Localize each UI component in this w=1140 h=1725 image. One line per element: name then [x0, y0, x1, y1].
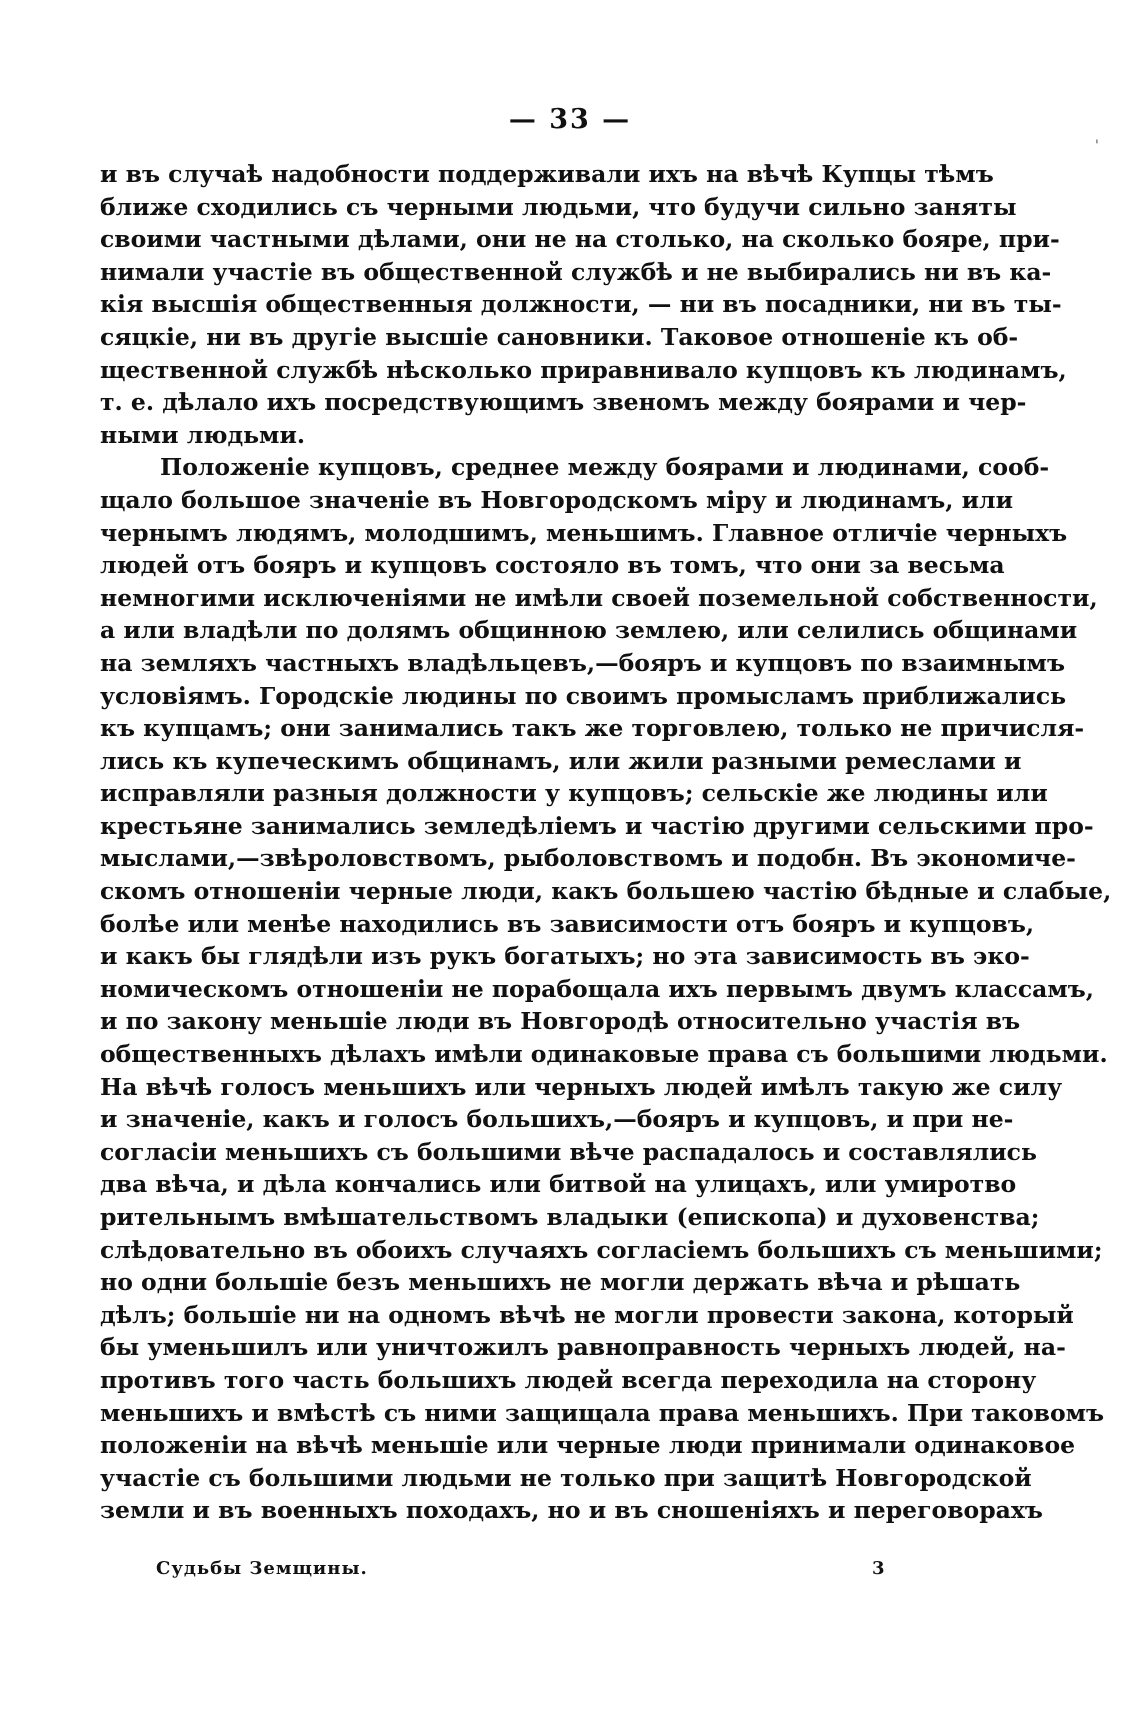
text-line: лись къ купеческимъ общинамъ, или жили разными ремеслами и [100, 746, 1022, 775]
sheet-number: 3 [872, 1558, 885, 1579]
text-line: противъ того часть большихъ людей всегда переходила на сторону [100, 1365, 1037, 1394]
text-line: своими частными дѣлами, они не на столько, на сколько бояре, при- [100, 225, 1060, 254]
text-line: земли и въ военныхъ походахъ, но и въ сношеніяхъ и переговорахъ [100, 1496, 1043, 1525]
text-line: ближе сходились съ черными людьми, что будучи сильно заняты [100, 192, 1017, 221]
text-line: Положеніе купцовъ, среднее между боярами и людинами, сооб- [160, 453, 1050, 482]
text-line: меньшихъ и вмѣстѣ съ ними защищала права меньшихъ. При таковомъ [100, 1398, 1105, 1427]
paragraph [100, 451, 1112, 1527]
text-line: рительнымъ вмѣшательствомъ владыки (епископа) и духовенства; [100, 1203, 1040, 1231]
text-line: т. е. дѣлало ихъ посредствующимъ звеномъ между боярами и чер- [100, 388, 1027, 417]
text-line: и значеніе, какъ и голосъ большихъ,—бояръ и купцовъ, и при не- [100, 1105, 1014, 1134]
text-line: на земляхъ частныхъ владѣльцевъ,—бояръ и купцовъ по взаимнымъ [100, 648, 1065, 677]
text-line: и какъ бы глядѣли изъ рукъ богатыхъ; но эта зависимость въ эко- [100, 942, 1030, 971]
text-line: бы уменьшилъ или уничтожилъ равноправность черныхъ людей, на- [100, 1333, 1066, 1362]
paragraph [100, 158, 1067, 451]
text-line: номическомъ отношеніи не порабощала ихъ первымъ двумъ классамъ, [100, 974, 1094, 1003]
text-line: кія высшія общественныя должности, — ни въ посадники, ни въ ты- [100, 290, 1062, 319]
margin-mark: ' [1095, 138, 1099, 154]
text-line: людей отъ бояръ и купцовъ состояло въ томъ, что они за весьма [100, 551, 1005, 580]
text-line: ными людьми. [100, 420, 306, 449]
text-line: дѣлъ; большіе ни на одномъ вѣчѣ не могли провести закона, который [100, 1300, 1074, 1329]
text-line: крестьяне занимались земледѣліемъ и частію другими сельскими про- [100, 811, 1094, 840]
text-line: нимали участіе въ общественной службѣ и не выбирались ни въ ка- [100, 257, 1052, 286]
text-line: На вѣчѣ голосъ меньшихъ или черныхъ людей имѣлъ такую же силу [100, 1072, 1063, 1101]
body-text [100, 158, 1112, 1527]
text-line: и въ случаѣ надобности поддерживали ихъ на вѣчѣ Купцы тѣмъ [100, 160, 994, 188]
text-line: болѣе или менѣе находились въ зависимости отъ бояръ и купцовъ, [100, 909, 1035, 938]
text-line: чернымъ людямъ, молодшимъ, меньшимъ. Главное отличіе черныхъ [100, 518, 1068, 547]
text-line: участіе съ большими людьми не только при защитѣ Новгородской [100, 1463, 1032, 1492]
text-line: но одни большіе безъ меньшихъ не могли держать вѣча и рѣшать [100, 1268, 1021, 1297]
text-line: скомъ отношеніи черные люди, какъ большею частію бѣдные и слабые, [100, 877, 1112, 906]
text-line: и по закону меньшіе люди въ Новгородѣ относительно участія въ [100, 1007, 1021, 1036]
text-line: немногими исключеніями не имѣли своей поземельной собственности, [100, 583, 1098, 612]
text-line: мыслами,—звѣроловствомъ, рыболовствомъ и подобн. Въ экономиче- [100, 844, 1076, 873]
text-line: слѣдовательно въ обоихъ случаяхъ согласіемъ большихъ съ меньшими; [100, 1235, 1103, 1264]
text-line: согласіи меньшихъ съ большими вѣче распадалось и составлялись [100, 1137, 1037, 1166]
text-line: къ купцамъ; они занимались такъ же торговлею, только не причисля- [100, 714, 1085, 743]
signature-title: Судьбы Земщины. [156, 1558, 368, 1579]
text-line: общественныхъ дѣлахъ имѣли одинаковые права съ большими людьми. [100, 1040, 1108, 1069]
text-line: а или владѣли по долямъ общинною землею, или селились общинами [100, 616, 1078, 645]
text-line: исправляли разныя должности у купцовъ; сельскіе же людины или [100, 779, 1048, 808]
page-number: — 33 — [508, 104, 632, 135]
text-line: положеніи на вѣчѣ меньшіе или черные люди принимали одинаковое [100, 1431, 1076, 1460]
text-line: щественной службѣ нѣсколько приравнивало купцовъ къ людинамъ, [100, 355, 1067, 384]
text-line: сяцкіе, ни въ другіе высшіе сановники. Таковое отношеніе къ об- [100, 322, 1019, 351]
text-line: щало большое значеніе въ Новгородскомъ міру и людинамъ, или [100, 485, 1014, 514]
text-line: условіямъ. Городскіе людины по своимъ промысламъ приближались [100, 681, 1067, 710]
text-line: два вѣча, и дѣла кончались или битвой на улицахъ, или умиротво [100, 1170, 1017, 1199]
